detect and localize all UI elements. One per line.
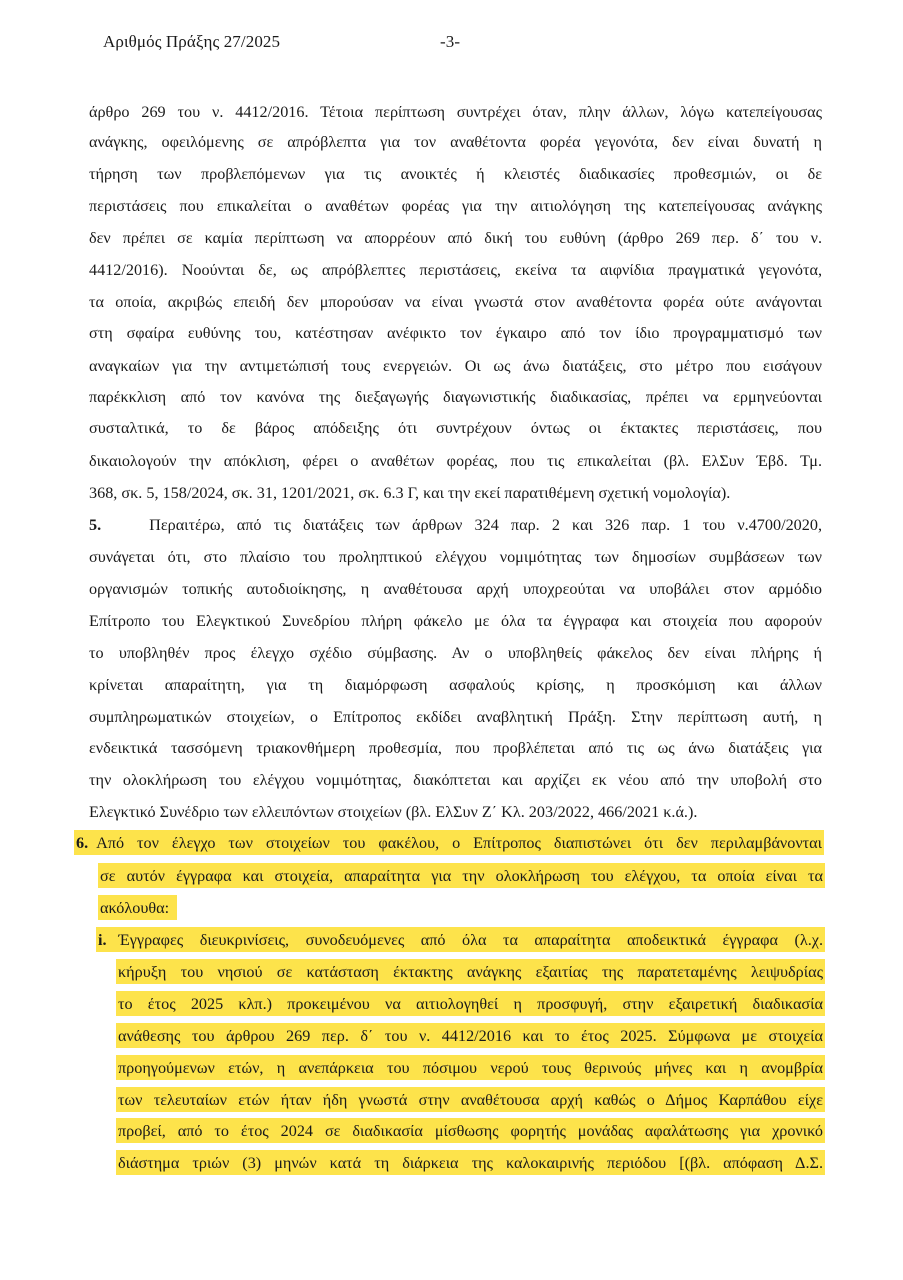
line-text: το έτος 2025 κλπ.) προκειμένου να αιτιολογηθεί η προσφυγή, στην εξαιρετική διαδικασία [118,995,823,1013]
line-text: ακόλουθα: [100,899,170,917]
text-line [89,102,822,122]
line-text: 4412/2016). Νοούνται δε, ως απρόβλεπτες περιστάσεις, εκείνα τα αιφνίδια πραγματικά γεγονότα, [89,261,822,279]
text-line [89,770,822,790]
text-line [89,418,822,438]
text-line [89,228,822,248]
text-line [89,292,822,312]
text-line [89,675,822,695]
line-text: άρθρο 269 του ν. 4412/2016. Τέτοια περίπτωση συντρέχει όταν, πλην άλλων, λόγω κατεπείγουσας [89,103,822,121]
line-text: ανάγκης, οφειλόμενης σε απρόβλεπτα για τον αναθέτοντα φορέα γεγονότα, δεν είναι δυνατή η [89,133,822,151]
line-text: τα οποία, ακριβώς επειδή δεν μπορούσαν να είναι γνωστά στον αναθέτοντα φορέα ούτε ανάγονται [89,293,822,311]
line-text: Από τον έλεγχο των στοιχείων του φακέλου, ο Επίτροπος διαπιστώνει ότι δεν περιλαμβάνονται [96,834,822,852]
highlighted-text-line [118,1090,823,1110]
line-text: δικαιολογούν την απόκλιση, φέρει ο αναθέτων φορέας, που τις επικαλείται (βλ. ΕλΣυν Έβδ. Τμ. [89,452,822,470]
text-line [89,579,822,599]
text-line [89,196,822,216]
line-text: σε αυτόν έγγραφα και στοιχεία, απαραίτητα για την ολοκλήρωση του ελέγχου, τα οποία είναι τα [100,867,823,885]
line-text: Επίτροπο του Ελεγκτικού Συνεδρίου πλήρη φάκελο με όλα τα έγγραφα και στοιχεία που αφορούν [89,612,822,630]
line-text: προηγούμενων ετών, η ανεπάρκεια του πόσιμου νερού τους θερινούς μήνες και η ανομβρία [118,1059,823,1077]
line-text: Περαιτέρω, από τις διατάξεις των άρθρων 324 παρ. 2 και 326 παρ. 1 του ν.4700/2020, [149,516,822,534]
line-text: αναγκαίων για την αντιμετώπισή τους ενεργειών. Οι ως άνω διατάξεις, στο μέτρο που εισάγουν [89,357,822,375]
text-line [89,260,822,280]
line-text: τήρηση των προβλεπόμενων για τις ανοικτές ή κλειστές διαδικασίες προθεσμιών, οι δε [89,165,822,183]
highlighted-text-line [118,1121,823,1141]
line-text: διάστημα τριών (3) μηνών κατά τη διάρκεια της καλοκαιρινής περιόδου [(βλ. απόφαση Δ.Σ. [118,1154,823,1172]
text-line [89,323,822,343]
page-number: -3- [440,32,461,51]
paragraph-number: i. [98,931,107,949]
highlighted-text-line [118,1058,823,1078]
line-text: 368, σκ. 5, 158/2024, σκ. 31, 1201/2021, σκ. 6.3 Γ, και την εκεί παρατιθέμενη σχετική νομολογία). [89,484,731,502]
line-text: παρέκκλιση από τον κανόνα της διεξαγωγής διαγωνιστικής διαδικασίας, πρέπει να ερμηνεύονται [89,388,822,406]
paragraph-number: 5. [89,516,102,534]
highlighted-text-line [118,994,823,1014]
text-line [89,515,822,535]
text-line [89,643,822,663]
highlighted-text-line [76,833,822,853]
highlighted-text-line [118,1153,823,1173]
text-line [89,356,822,376]
line-text: το υποβληθέν προς έλεγχο σχέδιο σύμβασης. Αν ο υποβληθείς φάκελος δεν είναι πλήρης ή [89,644,822,662]
line-text: δεν πρέπει σε καμία περίπτωση να απορρέουν από δική του ευθύνη (άρθρο 269 περ. δ΄ του ν. [89,229,822,247]
line-text: συσταλτικά, το δε βάρος απόδειξης ότι συντρέχουν όντως οι έκτακτες περιστάσεις, που [89,419,822,437]
highlighted-text-line [98,930,823,950]
page-header [103,32,461,52]
text-line [89,387,822,407]
line-text: προβεί, από το έτος 2024 σε διαδικασία μίσθωσης φορητής μονάδας αφαλάτωσης για χρονικό [118,1122,823,1140]
line-text: συμπληρωματικών στοιχείων, ο Επίτροπος εκδίδει αναβλητική Πράξη. Στην περίπτωση αυτή, η [89,708,822,726]
highlighted-text-line [118,1026,823,1046]
text-line [89,164,822,184]
line-text: οργανισμών τοπικής αυτοδιοίκησης, η αναθέτουσα αρχή υποχρεούται να υποβάλει στον αρμόδιο [89,580,822,598]
line-text: περιστάσεις που επικαλείται ο αναθέτων φορέας για την αιτιολόγηση της κατεπείγουσας ανάγκης [89,197,822,215]
line-text: Ελεγκτικό Συνέδριο των ελλειπόντων στοιχείων (βλ. ΕλΣυν Ζ΄ Κλ. 203/2022, 466/2021 κ.ά.). [89,803,698,821]
highlighted-text-line [100,898,175,918]
act-number: Αριθμός Πράξης 27/2025 [103,32,281,51]
line-text: ενδεικτικά τασσόμενη τριακονθήμερη προθεσμία, που προβλέπεται από τις ως άνω διατάξεις για [89,739,822,757]
paragraph-number: 6. [76,834,89,852]
line-text: την ολοκλήρωση του ελέγχου νομιμότητας, διακόπτεται και αρχίζει εκ νέου από την υποβολή στο [89,771,822,789]
text-line [89,802,822,822]
line-text: των τελευταίων ετών ήταν ήδη γνωστά στην αναθέτουσα αρχή καθώς ο Δήμος Καρπάθου είχε [118,1091,823,1109]
line-text: Έγγραφες διευκρινίσεις, συνοδευόμενες από όλα τα απαραίτητα αποδεικτικά έγγραφα (λ.χ. [118,931,823,949]
highlighted-text-line [100,866,823,886]
text-line [89,547,822,567]
text-line [89,483,822,503]
text-line [89,738,822,758]
text-line [89,611,822,631]
highlighted-text-line [118,962,823,982]
text-line [89,707,822,727]
line-text: ανάθεσης του άρθρου 269 περ. δ΄ του ν. 4412/2016 και το έτος 2025. Σύμφωνα με στοιχεία [118,1027,823,1045]
text-line [89,132,822,152]
line-text: κήρυξη του νησιού σε κατάσταση έκτακτης ανάγκης εξαιτίας της παρατεταμένης λειψυδρίας [118,963,823,981]
line-text: συνάγεται ότι, στο πλαίσιο του προληπτικού ελέγχου νομιμότητας των δημοσίων συμβάσεων των [89,548,822,566]
line-text: στη σφαίρα ευθύνης του, κατέστησαν ανέφικτο τον έγκαιρο από τον ίδιο προγραμματισμό των [89,324,822,342]
text-line [89,451,822,471]
line-text: κρίνεται απαραίτητη, για τη διαμόρφωση ασφαλούς κρίσης, η προσκόμιση και άλλων [89,676,822,694]
